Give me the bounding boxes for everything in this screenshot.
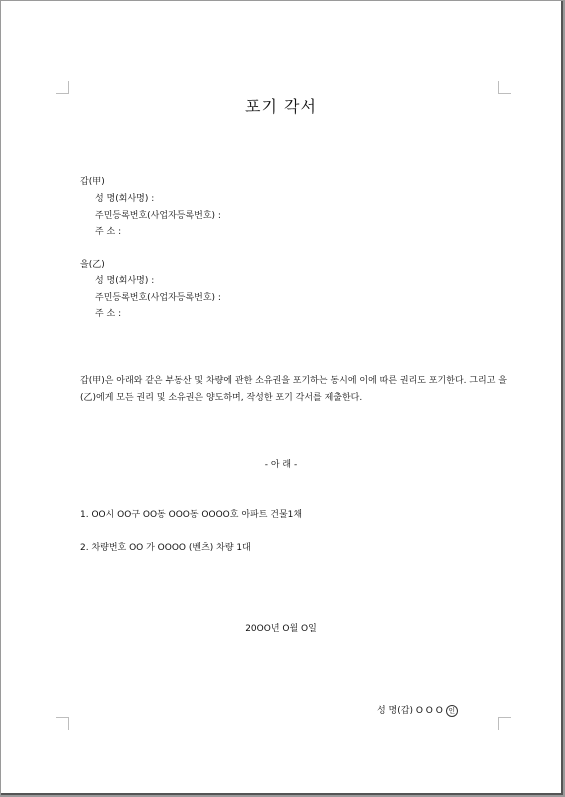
crop-mark-top-right bbox=[498, 81, 511, 94]
party-a-label: 갑(甲) bbox=[80, 177, 105, 187]
crop-mark-top-left bbox=[56, 81, 69, 94]
party-b-label: 을(乙) bbox=[80, 260, 105, 270]
crop-mark-bottom-left bbox=[56, 717, 69, 730]
document-page bbox=[1, 1, 563, 795]
party-a-address-label: 주 소 : bbox=[95, 227, 122, 237]
item-2: 2. 차량번호 OO 가 OOOO (벤츠) 차량 1대 bbox=[80, 543, 251, 553]
seal-icon: 인 bbox=[446, 705, 458, 717]
body-paragraph: 갑(甲)은 아래와 같은 부동산 및 차량에 관한 소유권을 포기하는 동시에 이에 따른 권리도 포기한다. 그리고 을(乙)에게 모든 권리 및 소유권은 양도하며, 작성한 포기 각서를 제출한다. bbox=[80, 376, 507, 403]
party-b-address-label: 주 소 : bbox=[95, 309, 122, 319]
document-title: 포기 각서 bbox=[245, 97, 317, 116]
party-a-name-label: 성 명(회사명) : bbox=[95, 194, 155, 204]
signature-line bbox=[377, 705, 458, 717]
signature-label: 성 명(갑) O O O bbox=[377, 706, 443, 716]
item-1: 1. OO시 OO구 OO동 OOO동 OOOO호 아파트 건물1채 bbox=[80, 510, 303, 520]
section-heading: - 아 래 - bbox=[264, 460, 298, 470]
party-a-id-label: 주민등록번호(사업자등록번호) : bbox=[95, 211, 221, 221]
document-date: 20OO년 O월 O일 bbox=[245, 624, 317, 634]
party-b-name-label: 성 명(회사명) : bbox=[95, 276, 155, 286]
party-b-id-label: 주민등록번호(사업자등록번호) : bbox=[95, 293, 221, 303]
crop-mark-bottom-right bbox=[498, 717, 511, 730]
